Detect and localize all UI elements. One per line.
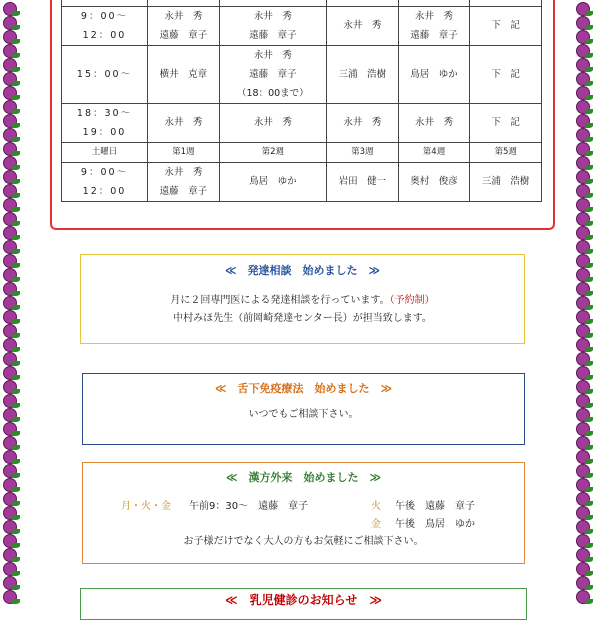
- development-consult-title: ≪ 発達相談 始めました ≫: [224, 264, 381, 277]
- leaf-icon: [585, 165, 593, 170]
- time-slot: [62, 103, 148, 142]
- leaf-icon: [585, 375, 593, 380]
- leaf-icon: [12, 473, 20, 478]
- week-label: 第5週: [470, 142, 542, 162]
- leaf-icon: [12, 403, 20, 408]
- leaf-icon: [585, 179, 593, 184]
- sublingual-therapy-box: [82, 373, 525, 445]
- leaf-icon: [585, 263, 593, 268]
- doctor-name: 鳥居 ゆか: [249, 176, 297, 187]
- leaf-icon: [12, 81, 20, 86]
- doctor-cell: [470, 103, 542, 142]
- doctor-cell: [148, 6, 220, 45]
- doctor-cell: [470, 6, 542, 45]
- leaf-icon: [585, 333, 593, 338]
- leaf-icon: [585, 291, 593, 296]
- doctor-name: 岩田 健一: [338, 176, 387, 187]
- leaf-icon: [12, 193, 20, 198]
- time-text: 19：00: [82, 126, 127, 138]
- doctor-name: （18：00まで）: [236, 87, 309, 99]
- leaf-icon: [12, 501, 20, 506]
- development-consult-box: [80, 254, 525, 344]
- doctor-name: 鳥居 ゆか: [410, 68, 458, 80]
- leaf-icon: [585, 501, 593, 506]
- leaf-icon: [585, 249, 593, 254]
- leaf-icon: [12, 333, 20, 338]
- leaf-icon: [12, 249, 20, 254]
- doctor-name: 永井 秀: [164, 166, 203, 178]
- table-row: [62, 45, 542, 103]
- doctor-name: 横井 克章: [159, 68, 208, 80]
- development-consult-doctor: 中村みほ先生（前岡崎発達センター長）が担当致します。: [173, 313, 432, 324]
- leaf-icon: [585, 557, 593, 562]
- leaf-icon: [585, 67, 593, 72]
- schedule-table: [61, 0, 542, 202]
- leaf-icon: [12, 515, 20, 520]
- doctor-name: 下 記: [491, 20, 520, 31]
- leaf-icon: [585, 235, 593, 240]
- leaf-icon: [585, 571, 593, 576]
- table-row: [62, 103, 542, 142]
- leaf-icon: [12, 235, 20, 240]
- doctor-cell: [398, 6, 470, 45]
- time-slot: [62, 45, 148, 103]
- doctor-cell: [327, 162, 399, 201]
- leaf-icon: [585, 529, 593, 534]
- doctor-name: 三浦 浩樹: [338, 68, 387, 80]
- doctor-cell: [148, 103, 220, 142]
- leaf-icon: [12, 431, 20, 436]
- leaf-icon: [12, 109, 20, 114]
- doctor-cell: [398, 45, 470, 103]
- leaf-icon: [12, 361, 20, 366]
- leaf-icon: [585, 53, 593, 58]
- doctor-name: 永井 秀: [253, 49, 292, 61]
- leaf-icon: [585, 81, 593, 86]
- doctor-cell: [219, 103, 326, 142]
- kampo-time-am: 午前9：30～ 遠藤 章子: [189, 501, 309, 512]
- doctor-cell: [219, 45, 326, 103]
- kampo-note: お子様だけでなく大人の方もお気軽にご相談下さい。: [183, 536, 424, 547]
- time-text: 15：00～: [76, 68, 133, 80]
- doctor-name: 遠藤 章子: [410, 29, 458, 41]
- leaf-icon: [585, 39, 593, 44]
- leaf-icon: [585, 109, 593, 114]
- time-text: 9：00～: [80, 10, 129, 22]
- leaf-icon: [12, 221, 20, 226]
- leaf-icon: [12, 585, 20, 590]
- saturday-label: 土曜日: [62, 142, 148, 162]
- time-text: 12：00: [82, 185, 127, 197]
- leaf-icon: [12, 67, 20, 72]
- doctor-cell: [219, 162, 326, 201]
- week-label: 第4週: [398, 142, 470, 162]
- time-slot: [62, 6, 148, 45]
- leaf-icon: [12, 375, 20, 380]
- leaf-icon: [12, 263, 20, 268]
- doctor-cell: [148, 162, 220, 201]
- table-row: [62, 162, 542, 201]
- doctor-cell: [327, 103, 399, 142]
- leaf-icon: [12, 123, 20, 128]
- doctor-name: 遠藤 章子: [159, 29, 208, 41]
- sublingual-therapy-text: いつでもご相談下さい。: [248, 409, 359, 420]
- leaf-icon: [585, 319, 593, 324]
- doctor-name: 下 記: [491, 68, 520, 80]
- kampo-days-am: 月・火・金: [121, 501, 171, 512]
- leaf-icon: [12, 165, 20, 170]
- doctor-name: 永井 秀: [414, 117, 453, 128]
- leaf-icon: [12, 487, 20, 492]
- leaf-icon: [12, 53, 20, 58]
- leaf-icon: [12, 417, 20, 422]
- leaf-icon: [585, 151, 593, 156]
- infant-checkup-title: ≪ 乳児健診のお知らせ ≫: [225, 593, 382, 607]
- leaf-icon: [585, 445, 593, 450]
- leaf-icon: [12, 445, 20, 450]
- doctor-name: 永井 秀: [343, 20, 382, 31]
- leaf-icon: [12, 291, 20, 296]
- kampo-clinic-box: [82, 462, 525, 564]
- leaf-icon: [585, 207, 593, 212]
- sublingual-therapy-title: ≪ 舌下免疫療法 始めました ≫: [214, 382, 393, 395]
- leaf-icon: [12, 207, 20, 212]
- doctor-name: 永井 秀: [343, 117, 382, 128]
- kampo-clinic-title: ≪ 漢方外来 始めました ≫: [225, 471, 382, 484]
- doctor-name: 永井 秀: [164, 10, 203, 22]
- leaf-icon: [12, 347, 20, 352]
- leaf-icon: [585, 431, 593, 436]
- doctor-cell: [398, 162, 470, 201]
- doctor-cell: [327, 6, 399, 45]
- left-flower-border: [0, 0, 22, 600]
- leaf-icon: [585, 305, 593, 310]
- doctor-name: 永井 秀: [253, 10, 292, 22]
- leaf-icon: [585, 487, 593, 492]
- leaf-icon: [585, 417, 593, 422]
- leaf-icon: [585, 137, 593, 142]
- leaf-icon: [585, 193, 593, 198]
- leaf-icon: [12, 305, 20, 310]
- leaf-icon: [12, 11, 20, 16]
- doctor-name: 遠藤 章子: [249, 29, 297, 41]
- doctor-name: 遠藤 章子: [159, 185, 208, 197]
- leaf-icon: [585, 473, 593, 478]
- leaf-icon: [12, 137, 20, 142]
- leaf-icon: [585, 389, 593, 394]
- doctor-name: 奥村 俊彦: [410, 176, 458, 187]
- doctor-cell: [398, 103, 470, 142]
- leaf-icon: [585, 361, 593, 366]
- leaf-icon: [585, 515, 593, 520]
- time-text: 12：00: [82, 29, 127, 41]
- doctor-name: 永井 秀: [164, 117, 203, 128]
- doctor-cell: [470, 45, 542, 103]
- leaf-icon: [12, 151, 20, 156]
- leaf-icon: [585, 95, 593, 100]
- doctor-cell: [148, 45, 220, 103]
- doctor-name: 下 記: [491, 117, 520, 128]
- right-flower-border: [573, 0, 595, 600]
- leaf-icon: [585, 403, 593, 408]
- doctor-name: 永井 秀: [414, 10, 453, 22]
- doctor-cell: [470, 162, 542, 201]
- week-label: 第2週: [219, 142, 326, 162]
- leaf-icon: [585, 277, 593, 282]
- kampo-time-tue: 午後 遠藤 章子: [395, 501, 475, 512]
- leaf-icon: [585, 123, 593, 128]
- leaf-icon: [12, 557, 20, 562]
- leaf-icon: [12, 459, 20, 464]
- leaf-icon: [585, 585, 593, 590]
- leaf-icon: [12, 319, 20, 324]
- table-row: [62, 6, 542, 45]
- reservation-note: （予約制）: [389, 295, 435, 306]
- leaf-icon: [585, 11, 593, 16]
- leaf-icon: [585, 459, 593, 464]
- leaf-icon: [585, 543, 593, 548]
- leaf-icon: [585, 347, 593, 352]
- infant-checkup-box: [80, 588, 527, 620]
- doctor-cell: [219, 6, 326, 45]
- week-label: 第1週: [148, 142, 220, 162]
- kampo-day-fri: 金: [371, 519, 381, 530]
- kampo-time-fri: 午後 鳥居 ゆか: [395, 519, 475, 530]
- leaf-icon: [12, 529, 20, 534]
- doctor-name: 永井 秀: [253, 117, 292, 128]
- doctor-name: 三浦 浩樹: [481, 176, 530, 187]
- saturday-header-row: [62, 142, 542, 162]
- leaf-icon: [12, 39, 20, 44]
- doctor-cell: [327, 45, 399, 103]
- leaf-icon: [12, 25, 20, 30]
- kampo-day-tue: 火: [371, 501, 381, 512]
- time-text: 18：30～: [76, 107, 133, 119]
- doctor-name: 遠藤 章子: [249, 68, 297, 80]
- leaf-icon: [585, 221, 593, 226]
- leaf-icon: [12, 389, 20, 394]
- leaf-icon: [12, 571, 20, 576]
- time-slot: [62, 162, 148, 201]
- leaf-icon: [12, 277, 20, 282]
- leaf-icon: [585, 25, 593, 30]
- week-label: 第3週: [327, 142, 399, 162]
- leaf-icon: [12, 179, 20, 184]
- time-text: 9：00～: [80, 166, 129, 178]
- leaf-icon: [12, 543, 20, 548]
- development-consult-text: 月に２回専門医による発達相談を行っています。（予約制）: [170, 295, 435, 306]
- leaf-icon: [12, 95, 20, 100]
